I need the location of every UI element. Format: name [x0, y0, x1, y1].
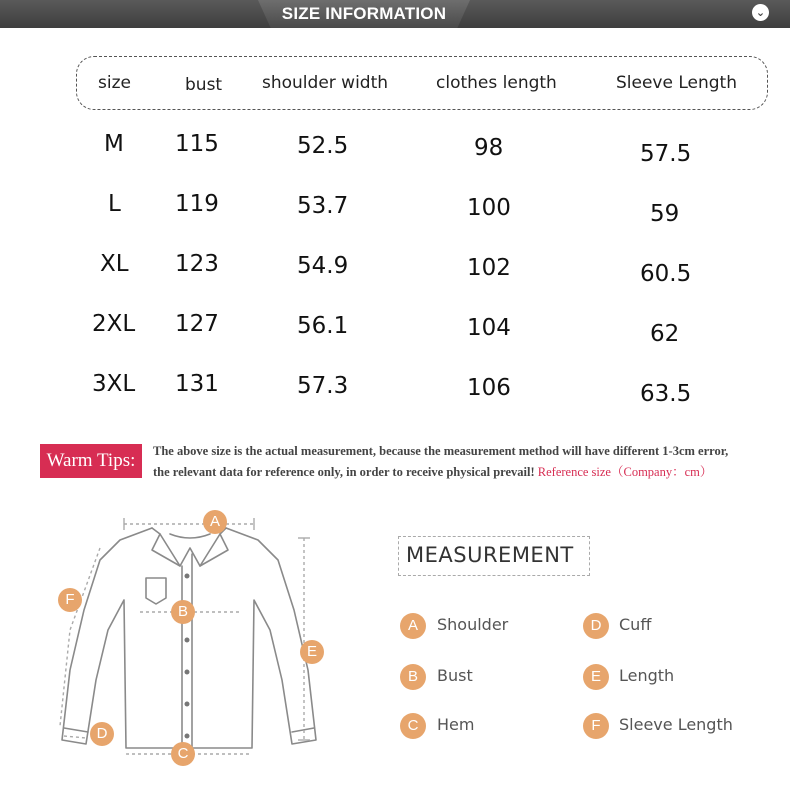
- legend-badge-c: C: [400, 713, 426, 739]
- legend-badge-b: B: [400, 664, 426, 690]
- legend-text-shoulder: Shoulder: [437, 615, 509, 634]
- cell-size: XL: [100, 251, 129, 277]
- cell-clothes-length: 102: [467, 255, 511, 281]
- cell-sleeve-length: 63.5: [640, 381, 692, 407]
- cell-size: 2XL: [92, 311, 136, 337]
- label-badge-c: C: [171, 742, 195, 766]
- column-header-shoulder-width: shoulder width: [262, 73, 389, 93]
- tips-line-1: The above size is the actual measurement, because the measurement method will have different 1-3cm error,: [153, 444, 729, 458]
- cell-bust: 131: [175, 371, 219, 397]
- label-badge-a: A: [203, 510, 227, 534]
- chevron-down-icon[interactable]: ⌄: [752, 4, 769, 21]
- cell-shoulder-width: 53.7: [297, 193, 349, 219]
- cell-sleeve-length: 57.5: [640, 141, 692, 167]
- cell-bust: 123: [175, 251, 219, 277]
- cell-bust: 127: [175, 311, 219, 337]
- cell-size: M: [104, 131, 124, 157]
- legend-badge-a: A: [400, 613, 426, 639]
- cell-bust: 115: [175, 131, 219, 157]
- cell-clothes-length: 106: [467, 375, 511, 401]
- cell-clothes-length: 100: [467, 195, 511, 221]
- column-header-clothes-length: clothes length: [436, 73, 557, 93]
- cell-size: 3XL: [92, 371, 136, 397]
- label-badge-e: E: [300, 640, 324, 664]
- cell-shoulder-width: 52.5: [297, 133, 349, 159]
- cell-bust: 119: [175, 191, 219, 217]
- cell-sleeve-length: 59: [650, 201, 680, 227]
- cell-sleeve-length: 62: [650, 321, 680, 347]
- tips-line-2-text: the relevant data for reference only, in order to receive physical prevail!: [153, 465, 535, 479]
- tips-line-2: [153, 462, 712, 480]
- legend-badge-f: F: [583, 713, 609, 739]
- cell-size: L: [108, 191, 121, 217]
- cell-sleeve-length: 60.5: [640, 261, 692, 287]
- legend-text-length: Length: [619, 666, 675, 685]
- reference-size-note: Reference size（Company：cm）: [537, 465, 713, 479]
- label-badge-b: B: [171, 600, 195, 624]
- column-header-sleeve-length: Sleeve Length: [616, 73, 737, 93]
- legend-text-bust: Bust: [437, 666, 473, 685]
- column-header-size: size: [98, 73, 131, 93]
- cell-shoulder-width: 57.3: [297, 373, 349, 399]
- shirt-diagram: [40, 500, 340, 780]
- column-header-bust: bust: [185, 75, 223, 95]
- label-badge-d: D: [90, 722, 114, 746]
- cell-shoulder-width: 54.9: [297, 253, 349, 279]
- cell-shoulder-width: 56.1: [297, 313, 349, 339]
- cell-clothes-length: 104: [467, 315, 511, 341]
- legend-badge-e: E: [583, 664, 609, 690]
- cell-clothes-length: 98: [474, 135, 504, 161]
- legend-badge-d: D: [583, 613, 609, 639]
- legend-text-cuff: Cuff: [619, 615, 652, 634]
- label-badge-f: F: [58, 588, 82, 612]
- legend-text-sleeve-length: Sleeve Length: [619, 715, 733, 734]
- header-title: SIZE INFORMATION: [281, 4, 447, 23]
- warm-tips-label: Warm Tips:: [40, 444, 142, 478]
- legend-text-hem: Hem: [437, 715, 475, 734]
- measurement-title: MEASUREMENT: [406, 543, 574, 567]
